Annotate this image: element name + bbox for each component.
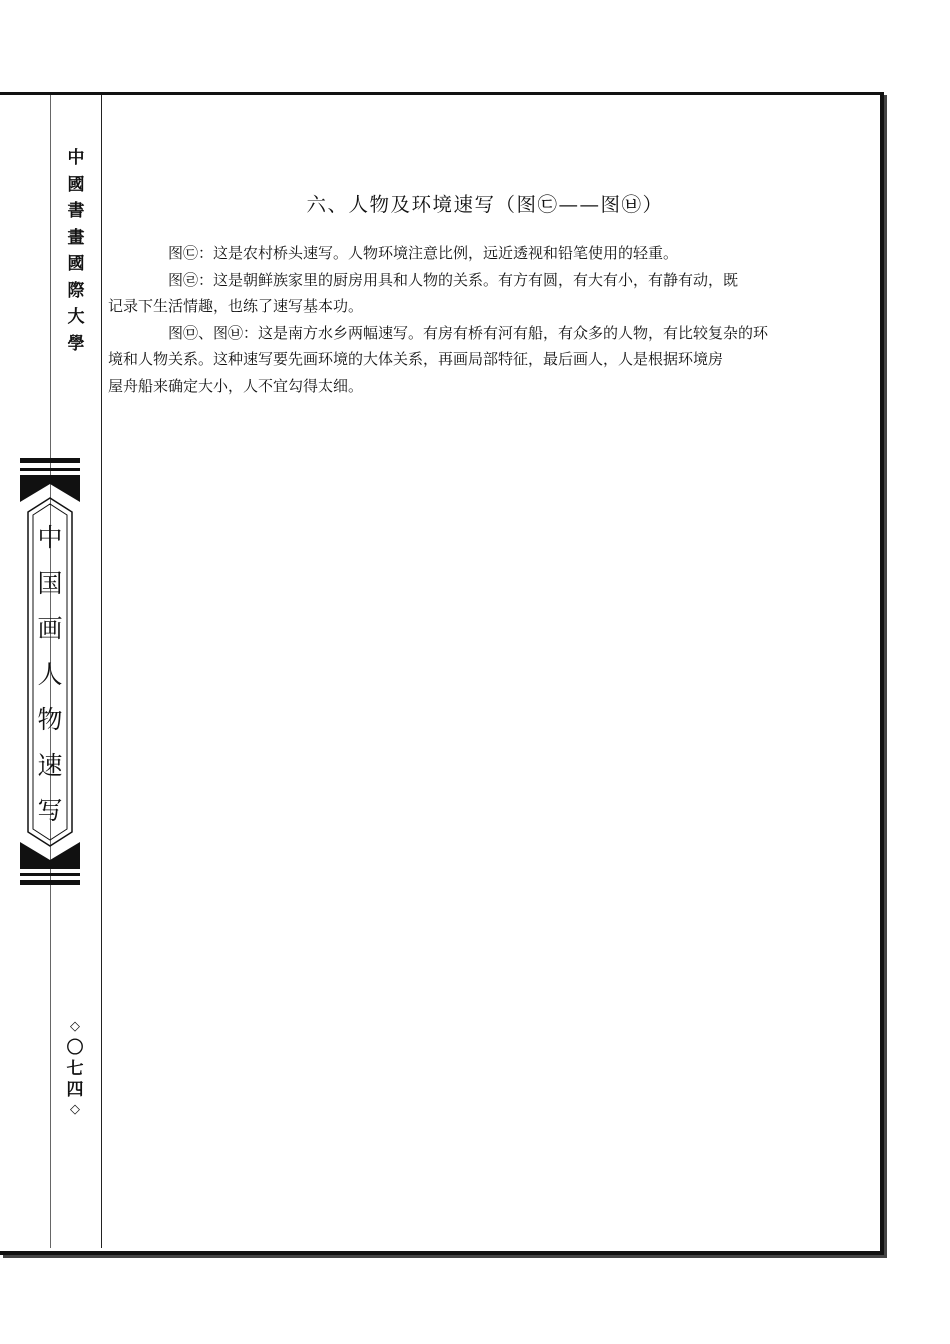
section-heading: 六、人物及环境速写（图㉢——图㉥） — [306, 193, 664, 216]
school-name-char: 中 — [67, 148, 85, 168]
book-title-char: 中 — [37, 523, 63, 552]
book-title-char: 写 — [37, 796, 63, 825]
text-line: 屋舟船来确定大小，人不宜勾得太细。 — [108, 376, 364, 395]
text-line: 图㉤、图㉥：这是南方水乡两幅速写。有房有桥有河有船，有众多的人物，有比较复杂的环 — [168, 323, 769, 342]
school-name-char: 國 — [67, 174, 85, 195]
school-name-char: 際 — [67, 280, 85, 301]
school-name-char: 學 — [67, 333, 85, 354]
page-number-char: 七 — [66, 1059, 84, 1079]
book-title-vertical — [26, 525, 74, 844]
book-title-char: 速 — [37, 750, 63, 780]
book-title-char: 国 — [37, 568, 63, 598]
body-text — [108, 240, 856, 399]
page-number-char: 〇 — [66, 1038, 84, 1058]
text-line: 图㉣：这是朝鲜族家里的厨房用具和人物的关系。有方有圆，有大有小，有静有动，既 — [168, 270, 739, 289]
book-title-char: 画 — [37, 614, 63, 643]
school-name-char: 書 — [67, 201, 85, 221]
school-name-char: 畫 — [67, 227, 85, 248]
diamond-ornament-icon: ◇ — [70, 1102, 80, 1117]
school-name-char: 大 — [67, 307, 85, 327]
page-number-char: 四 — [66, 1080, 84, 1100]
paragraph-fig62 — [138, 240, 856, 267]
paragraph-fig63 — [108, 267, 856, 320]
book-title-char: 物 — [37, 705, 63, 734]
text-line: 境和人物关系。这种速写要先画环境的大体关系，再画局部特征，最后画人，人是根据环境房 — [108, 350, 724, 368]
diamond-ornament-icon: ◇ — [70, 1019, 80, 1034]
text-line: 记录下生活情趣，也练了速写基本功。 — [108, 297, 364, 315]
school-name-char: 國 — [67, 254, 85, 274]
paragraph-fig64-65 — [108, 320, 856, 400]
page-number-vertical — [63, 1020, 87, 1123]
text-line: 图㉢：这是农村桥头速写。人物环境注意比例，远近透视和铅笔使用的轻重。 — [168, 244, 679, 262]
book-title-char: 人 — [37, 659, 63, 689]
margin-rule-inner — [101, 95, 102, 1248]
school-name-vertical — [62, 150, 90, 362]
